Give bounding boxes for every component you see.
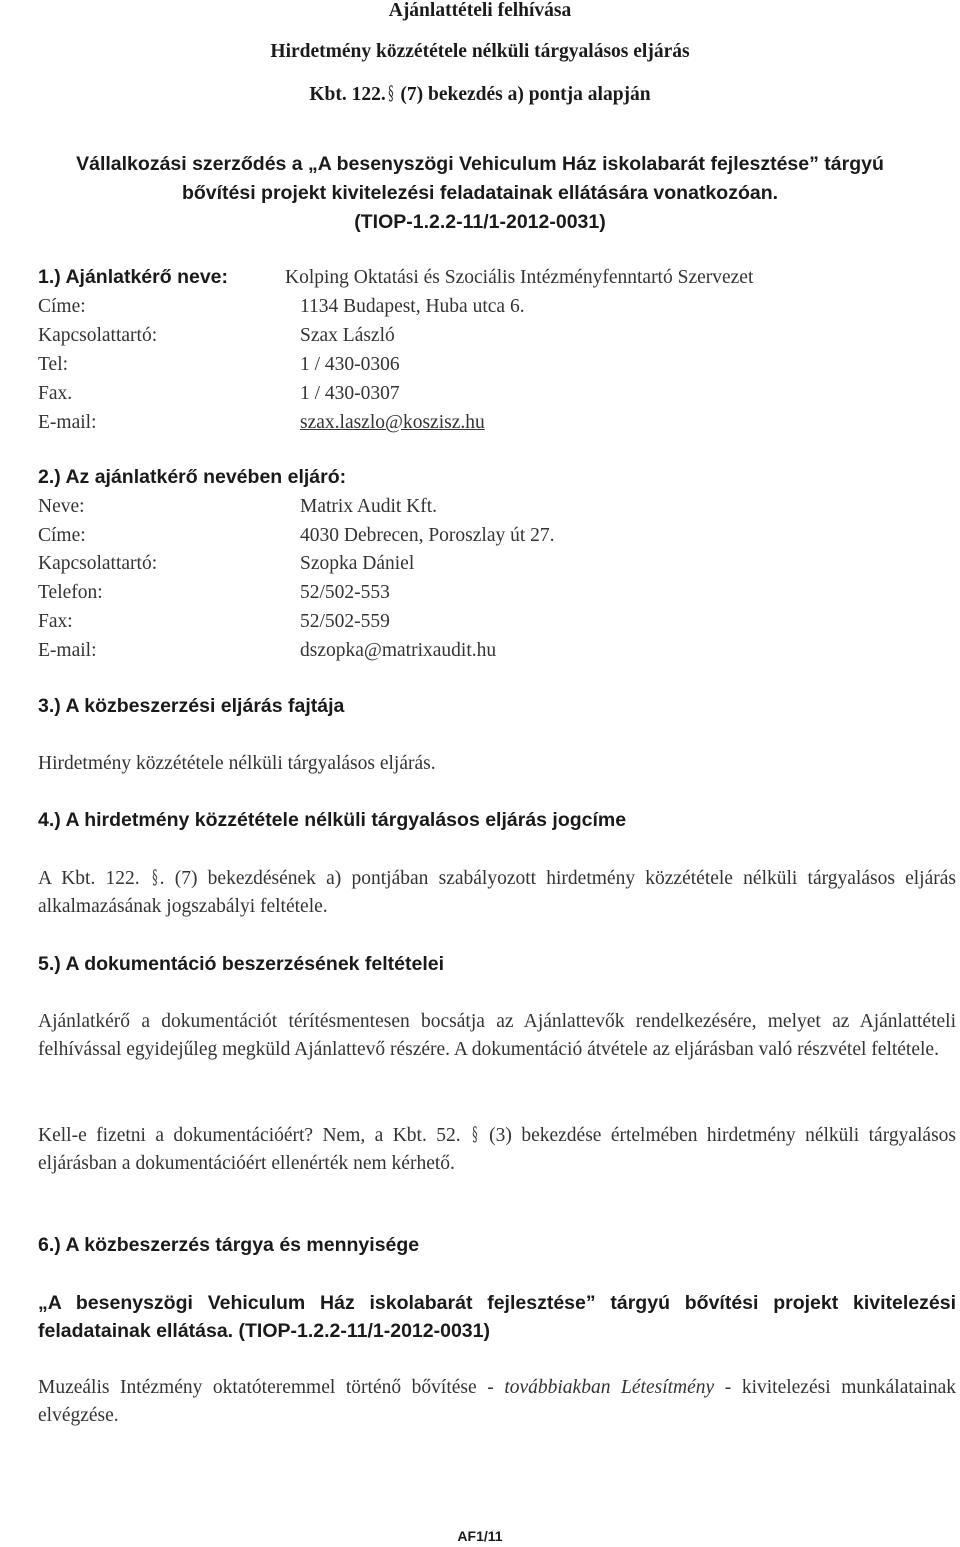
procurement-subject-description: Muzeális Intézmény oktatóteremmel történő bővítése - továbbiakban Létesítmény - kivitelezési munkálatainak elvégzése. [38, 1377, 956, 1426]
section-1-row: Címe: 1134 Budapest, Huba utca 6. [38, 296, 525, 317]
section-3-heading: 3.) A közbeszerzési eljárás fajtája [38, 695, 345, 717]
section-1-heading: 1.) Ajánlatkérő neve: [38, 266, 229, 288]
section-2-row: E-mail: dszopka@matrixaudit.hu [38, 640, 497, 661]
procedure-type-text: Hirdetmény közzététele nélküli tárgyalásos eljárás. [38, 753, 436, 774]
document-title: Ajánlattételi felhívása [388, 0, 572, 21]
section-1-row: Kapcsolattartó: Szax László [38, 325, 395, 346]
procurement-subject-bold: „A besenyszögi Vehiculum Ház iskolabarát fejlesztése” tárgyú bővítési projekt kivitelezési feladatainak ellátása. (TIOP-1.2.2-11/1-2012-0031) [38, 1292, 956, 1342]
section-2-row: Telefon: 52/502-553 [38, 582, 390, 603]
section-1-row: Tel: 1 / 430-0306 [38, 354, 400, 375]
section-2-row: Fax: 52/502-559 [38, 611, 390, 632]
section-2-row: Kapcsolattartó: Szopka Dániel [38, 553, 415, 574]
procedure-type-heading: Hirdetmény közzététele nélküli tárgyalásos eljárás [270, 41, 690, 62]
section-6-heading: 6.) A közbeszerzés tárgya és mennyisége [38, 1234, 420, 1256]
email-link[interactable]: szax.laszlo@koszisz.hu [300, 412, 485, 433]
subject-line: Vállalkozási szerződés a „A besenyszögi Vehiculum Ház iskolabarát fejlesztése” tárgyú [76, 153, 884, 175]
section-4-heading: 4.) A hirdetmény közzététele nélküli tárgyalásos eljárás jogcíme [38, 809, 627, 831]
subject-line: (TIOP-1.2.2-11/1-2012-0031) [354, 211, 606, 233]
contract-subject-heading [20, 150, 940, 237]
page-code-footer: AF1/11 [457, 1528, 503, 1544]
documentation-fee-paragraph: Kell-e fizetni a dokumentációért? Nem, a Kbt. 52. § (3) bekezdése értelmében hirdetmény nélküli tárgyalásos eljárásban a dokumentációért ellenérték nem kérhető. [38, 1123, 956, 1174]
section-1-row: Fax. 1 / 430-0307 [38, 383, 400, 404]
contracting-authority-name: Kolping Oktatási és Szociális Intézményfenntartó Szervezet [285, 267, 754, 288]
section-2-row: Neve: Matrix Audit Kft. [38, 496, 438, 517]
section-5-heading: 5.) A dokumentáció beszerzésének feltételei [38, 953, 445, 975]
section-sign: § [152, 866, 158, 889]
section-2-heading: 2.) Az ajánlatkérő nevében eljáró: [38, 466, 347, 488]
legal-basis-heading: Kbt. 122. § (7) bekezdés a) pontja alapján [0, 79, 960, 109]
section-sign: § [472, 1123, 478, 1146]
documentation-paragraph: Ajánlatkérő a dokumentációt térítésmentesen bocsátja az Ajánlattevők rendelkezésére, melyet az Ajánlattételi felhívással egyidejűleg megküld Ajánlattevő részére. A dokumentáció átvétele az eljárásban való részvétel feltétele. [38, 1011, 956, 1060]
section-2-row: Címe: 4030 Debrecen, Poroszlay út 27. [38, 525, 555, 546]
legal-basis-paragraph: A Kbt. 122. § . (7) bekezdésének a) pontjában szabályozott hirdetmény közzététele nélküli tárgyalásos eljárás alkalmazásának jogszabályi feltétele. [38, 866, 956, 917]
section-1-row: E-mail: szax.laszlo@koszisz.hu [38, 412, 485, 433]
section-sign: § [387, 82, 394, 105]
subject-line: bővítési projekt kivitelezési feladatainak ellátására vonatkozóan. [181, 182, 779, 204]
